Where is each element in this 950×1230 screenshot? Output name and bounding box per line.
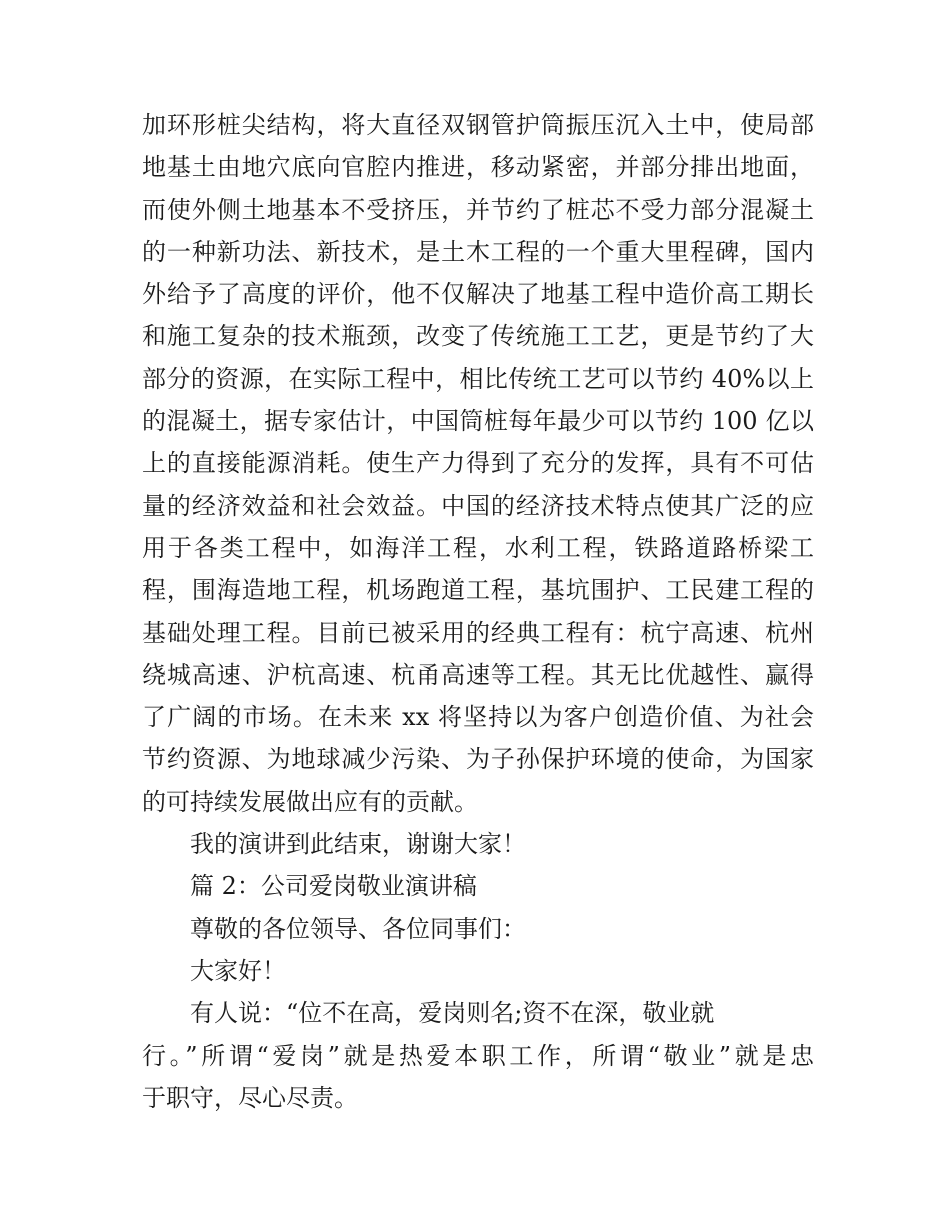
text-line: 地基土由地穴底向官腔内推进，移动紧密，并部分排出地面， <box>142 153 814 182</box>
closing-line: 我的演讲到此结束，谢谢大家！ <box>190 830 526 859</box>
text-line: 绕城高速、沪杭高速、杭甬高速等工程。其无比优越性、赢得 <box>142 660 814 689</box>
text-line: 上的直接能源消耗。使生产力得到了充分的发挥，具有不可估 <box>142 449 814 478</box>
text-line: 程，围海造地工程，机场跑道工程，基坑围护、工民建工程的 <box>142 576 814 605</box>
text-line: 加环形桩尖结构，将大直径双钢管护筒振压沉入土中，使局部 <box>142 111 814 139</box>
section-heading: 篇 2：公司爱岗敬业演讲稿 <box>190 872 477 901</box>
text-line: 了广阔的市场。在未来 xx 将坚持以为客户创造价值、为社会 <box>142 703 814 732</box>
text-line: 基础处理工程。目前已被采用的经典工程有：杭宁高速、杭州 <box>142 618 814 647</box>
text-line: 量的经济效益和社会效益。中国的经济技术特点使其广泛的应 <box>142 491 814 520</box>
text-line: 行。”所谓“爱岗”就是热爱本职工作，所谓“敬业”就是忠 <box>142 1041 814 1070</box>
text-line: 于职守，尽心尽责。 <box>142 1083 358 1112</box>
text-line: 用于各类工程中，如海洋工程，水利工程，铁路道路桥梁工 <box>142 533 814 562</box>
salutation: 尊敬的各位领导、各位同事们： <box>190 914 526 943</box>
text-line: 的可持续发展做出应有的贡献。 <box>142 787 478 816</box>
text-line: 外给予了高度的评价，他不仅解决了地基工程中造价高工期长 <box>142 280 814 309</box>
greeting: 大家好！ <box>190 956 286 985</box>
text-line: 部分的资源，在实际工程中，相比传统工艺可以节约 40%以上 <box>142 364 814 393</box>
text-line: 的一种新功法、新技术，是土木工程的一个重大里程碑，国内 <box>142 237 814 266</box>
text-line: 节约资源、为地球减少污染、为子孙保护环境的使命，为国家 <box>142 745 814 774</box>
body-text <box>142 104 814 1119</box>
text-line: 有人说：“位不在高，爱岗则名;资不在深，敬业就 <box>190 999 715 1028</box>
text-line: 和施工复杂的技术瓶颈，改变了传统施工工艺，更是节约了大 <box>142 322 814 351</box>
text-line: 而使外侧土地基本不受挤压，并节约了桩芯不受力部分混凝土 <box>142 195 814 224</box>
text-line: 的混凝土，据专家估计，中国筒桩每年最少可以节约 100 亿以 <box>142 407 814 436</box>
